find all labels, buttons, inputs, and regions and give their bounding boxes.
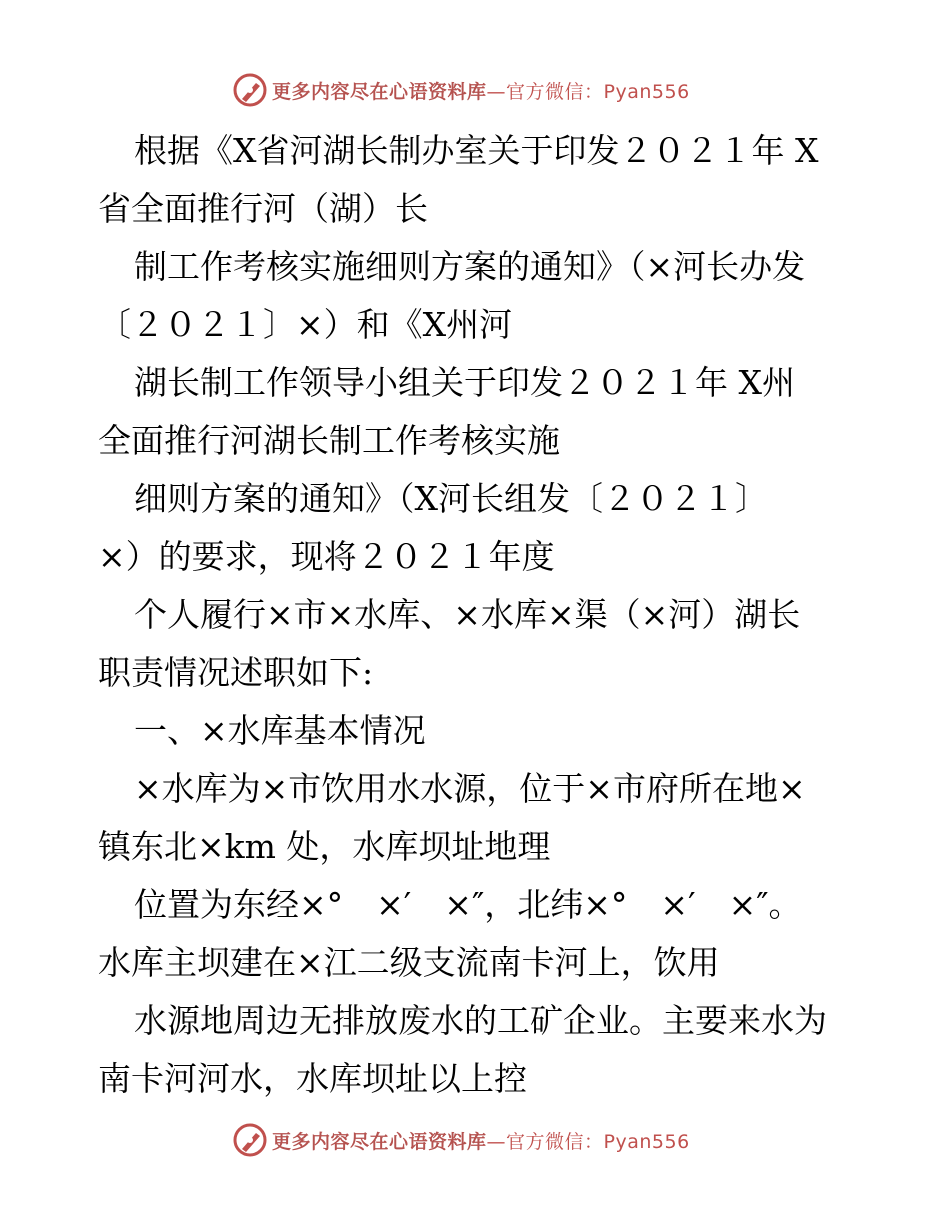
text-line: 省全面推行河（湖）长 xyxy=(98,189,428,228)
header-watermark xyxy=(232,70,752,110)
text-line: 水源地周边无排放废水的工矿企业。主要来水为 xyxy=(134,1001,827,1040)
text-line: 根据《X省河湖长制办室关于印发２０２１年 X xyxy=(134,131,819,170)
watermark-text: 更多内容尽在心语资料库—官方微信：Pyan556 xyxy=(272,80,690,103)
text-line: 职责情况述职如下: xyxy=(98,653,374,692)
text-line: 制工作考核实施细则方案的通知》（×河长办发 xyxy=(134,247,806,286)
text-line: 细则方案的通知》（X河长组发〔２０２１〕 xyxy=(134,479,768,518)
text-line: 个人履行×市×水库、×水库×渠（×河）湖长 xyxy=(134,595,801,634)
text-line: ×）的要求，现将２０２１年度 xyxy=(98,537,555,576)
text-line: ×水库为×市饮用水水源，位于×市府所在地× xyxy=(134,769,806,808)
pen-logo-icon xyxy=(232,72,268,108)
section-heading: 一、×水库基本情况 xyxy=(134,711,426,750)
text-line: 南卡河河水，水库坝址以上控 xyxy=(98,1059,527,1098)
text-line: 位置为东经×° ×′ ×″，北纬×° ×′ ×″。 xyxy=(134,885,802,924)
pen-logo-icon xyxy=(232,1122,268,1158)
text-line: 全面推行河湖长制工作考核实施 xyxy=(98,421,560,460)
watermark-text: 更多内容尽在心语资料库—官方微信：Pyan556 xyxy=(272,1130,690,1153)
footer-watermark xyxy=(232,1120,752,1160)
document-body xyxy=(98,122,858,1108)
text-line: 〔２０２１〕×）和《X州河 xyxy=(98,305,513,344)
text-line: 湖长制工作领导小组关于印发２０２１年 X州 xyxy=(134,363,795,402)
text-line: 镇东北×km 处，水库坝址地理 xyxy=(98,827,551,866)
text-line: 水库主坝建在×江二级支流南卡河上，饮用 xyxy=(98,943,720,982)
